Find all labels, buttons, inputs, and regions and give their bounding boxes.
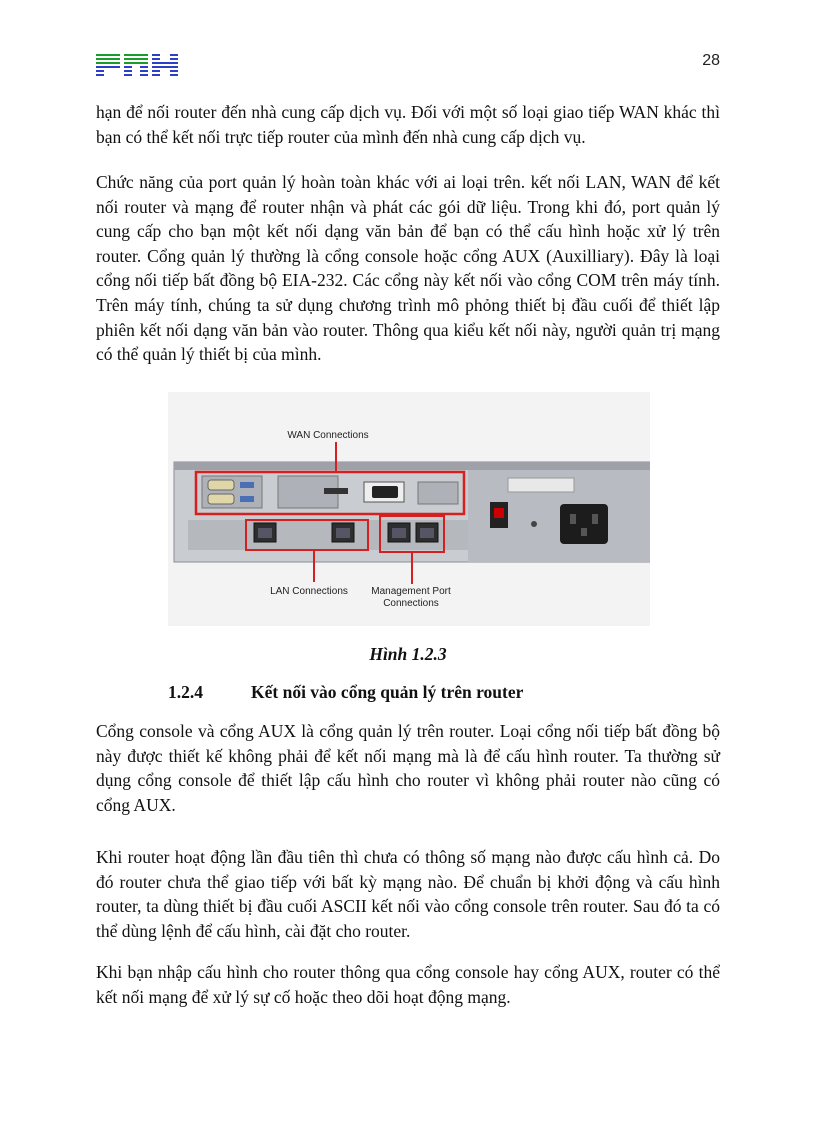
- router-back-panel-figure: [168, 392, 650, 626]
- serial-port-2: [208, 494, 234, 504]
- pnh-logo: [96, 52, 180, 78]
- management-port-label-line2: Connections: [383, 598, 439, 609]
- paragraph-first-startup: Khi router hoạt động lần đầu tiên thì chưa có thông số mạng nào được cấu hình cả. Do đó router chưa thể giao tiếp với bất kỳ mạng nào. Để chuẩn bị khởi động và cấu hình router, ta dùng thiết bị đầu cuối ASCII kết nối vào cổng console trên router. Sau đó ta có thể dùng lệnh để cấu hình, cài đặt cho router.: [96, 847, 720, 941]
- section-title: Kết nối vào cổng quản lý trên router: [251, 682, 524, 702]
- wan-dvi-port: [372, 486, 398, 498]
- serial-port-1: [208, 480, 234, 490]
- paragraph-management-port: Chức năng của port quản lý hoàn toàn khác với ai loại trên. kết nối LAN, WAN để kết nối router và mạng để router nhận và phát các gói dữ liệu. Trong khi đó, port quản lý cung cấp cho bạn một kết nối dạng văn bản để bạn có thể cấu hình hoặc xử lý trên router. Cổng quản lý thường là cổng console hoặc cổng AUX (Auxilliary). Đây là loại cổng nối tiếp bất đồng bộ EIA-232. Các cổng này kết nối vào cổng COM trên máy tính. Trên máy tính, chúng ta sử dụng chương trình mô phỏng thiết bị đầu cuối để thiết lập phiên kết nối dạng văn bản vào router. Thông qua kiểu kết nối này, người quản trị mạng có thể quản lý thiết bị của mình.: [96, 172, 720, 365]
- lan-connections-label: LAN Connections: [270, 586, 348, 597]
- wan-connections-label: WAN Connections: [287, 430, 369, 441]
- paragraph-console-aux: Cổng console và cổng AUX là cổng quản lý trên router. Loại cổng nối tiếp bất đồng bộ này được thiết kế không phải để kết nối mạng mà là để cấu hình router. Ta thường sử dụng cổng console để thiết lập cấu hình cho router vì không phải router nào cũng có cổng AUX.: [96, 721, 720, 815]
- page-number: 28: [702, 52, 720, 69]
- paragraph-config-via-console: Khi bạn nhập cấu hình cho router thông qua cổng console hay cổng AUX, router có thể kết nối mạng để xử lý sự cố hoặc theo dõi hoạt động mạng.: [96, 962, 720, 1007]
- paragraph-wan-continuation: hạn để nối router đến nhà cung cấp dịch vụ. Đối với một số loại giao tiếp WAN khác thì bạn có thể kết nối trực tiếp router của mình đến nhà cung cấp dịch vụ.: [96, 102, 720, 147]
- management-port-label-line1: Management Port: [371, 586, 451, 597]
- figure-caption: Hình 1.2.3: [369, 644, 447, 664]
- power-inlet: [560, 504, 608, 544]
- section-number: 1.2.4: [168, 682, 203, 702]
